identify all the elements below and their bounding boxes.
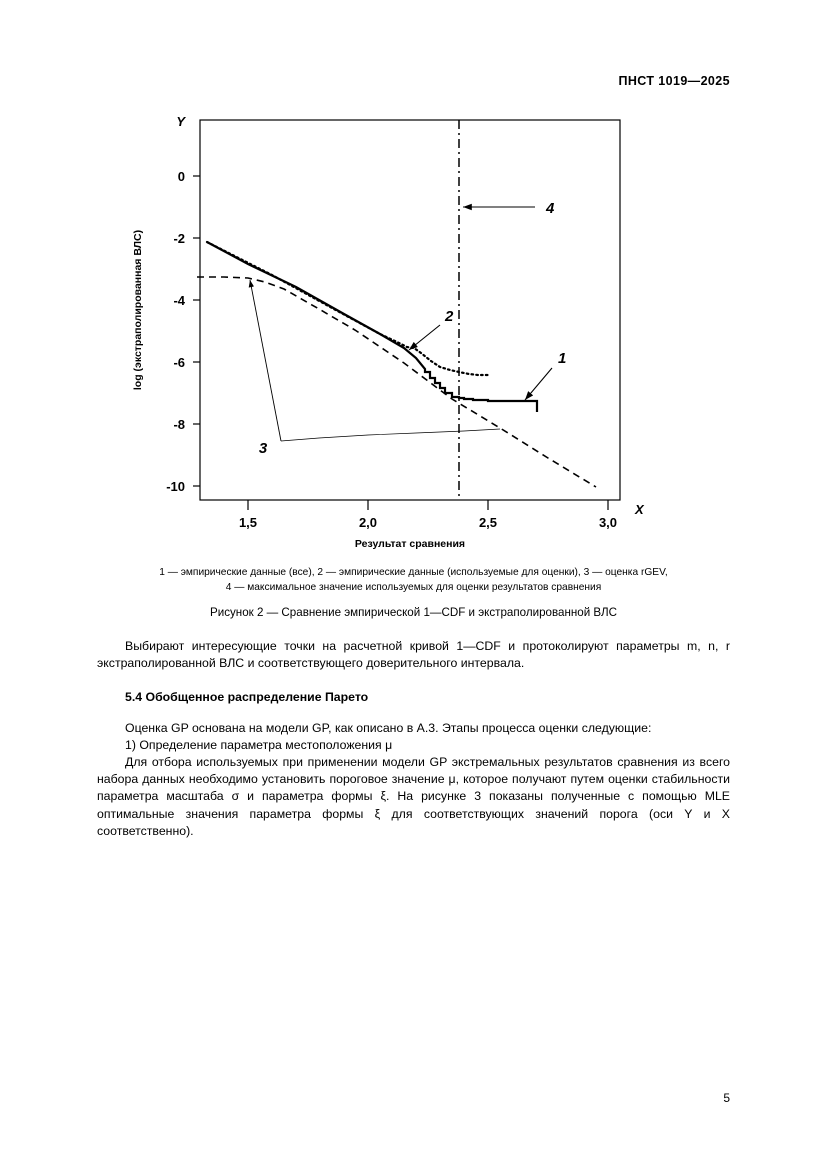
y-axis-name: Y xyxy=(176,114,185,129)
callout-label-4: 4 xyxy=(546,200,555,217)
y-tick-label-minus2: -2 xyxy=(173,231,185,246)
x-axis-label: Результат сравнения xyxy=(354,538,466,550)
chart-plot-area xyxy=(197,120,596,500)
callout-1-leader xyxy=(525,368,552,400)
paragraph-2: Оценка GP основана на модели GP, как описано в А.3. Этапы процесса оценки следующие: xyxy=(125,720,652,735)
figure-legend xyxy=(97,566,730,595)
figure-legend-line-2: 4 — максимальное значение используемых для оценки результатов сравнения xyxy=(225,581,602,593)
x-tick-label-2-0: 2,0 xyxy=(358,515,378,530)
body-text xyxy=(97,638,730,840)
y-axis-ticks xyxy=(193,176,200,486)
chart-svg xyxy=(97,110,730,550)
page-header-standard-id: ПНСТ 1019—2025 xyxy=(618,74,730,88)
paragraph-1: Выбирают интересующие точки на расчетной кривой 1—CDF и протоколируют параметры m, n, r экстраполированной ВЛС и соответствующего доверительного интервала. xyxy=(97,639,730,671)
y-tick-label-minus4: -4 xyxy=(173,293,185,308)
x-tick-label-1-5: 1,5 xyxy=(238,515,258,530)
callout-3-leader xyxy=(250,280,281,441)
x-axis-name: X xyxy=(635,502,644,517)
paragraph-3: 1) Определение параметра местоположения μ xyxy=(125,737,393,752)
figure-caption: Рисунок 2 — Сравнение эмпирической 1—CDF и экстраполированной ВЛС xyxy=(210,606,617,619)
y-tick-label-0: 0 xyxy=(177,169,185,184)
page-number: 5 xyxy=(723,1091,730,1105)
section-heading-5-4: 5.4 Обобщенное распределение Парето xyxy=(125,690,369,705)
series-3-lower-envelope xyxy=(281,429,500,441)
y-tick-label-minus10: -10 xyxy=(166,479,185,494)
x-tick-label-3-0: 3,0 xyxy=(598,515,618,530)
figure-legend-line-1: 1 — эмпирические данные (все), 2 — эмпирические данные (используемые для оценки), 3 — оценка rGEV, xyxy=(159,567,668,578)
figure-2-container xyxy=(97,110,730,550)
callout-label-3: 3 xyxy=(258,440,268,457)
paragraph-4: Для отбора используемых при применении модели GP экстремальных результатов сравнения из всего набора данных необходимо установить пороговое значение μ, которое получают путем оценки стабильности параметра масштаба σ и параметра формы ξ. На рисунке 3 показаны полученные с помощью MLE оптимальные значения параметра формы ξ для соответствующих значений порога (оси Y и X соответственно). xyxy=(97,755,730,838)
y-tick-label-minus6: -6 xyxy=(173,355,185,370)
series-3-rgev-dashed xyxy=(197,277,596,487)
callout-label-2: 2 xyxy=(445,308,454,325)
series-1-empirical-all xyxy=(207,242,500,401)
callout-2-leader xyxy=(409,325,440,350)
callout-label-1: 1 xyxy=(558,350,567,367)
series-1-callout-bracket xyxy=(500,401,537,412)
x-tick-label-2-5: 2,5 xyxy=(478,515,498,530)
y-axis-label: log (экстраполированная ВЛС) xyxy=(132,229,144,391)
y-tick-label-minus8: -8 xyxy=(173,417,185,432)
x-axis-ticks xyxy=(248,500,608,510)
